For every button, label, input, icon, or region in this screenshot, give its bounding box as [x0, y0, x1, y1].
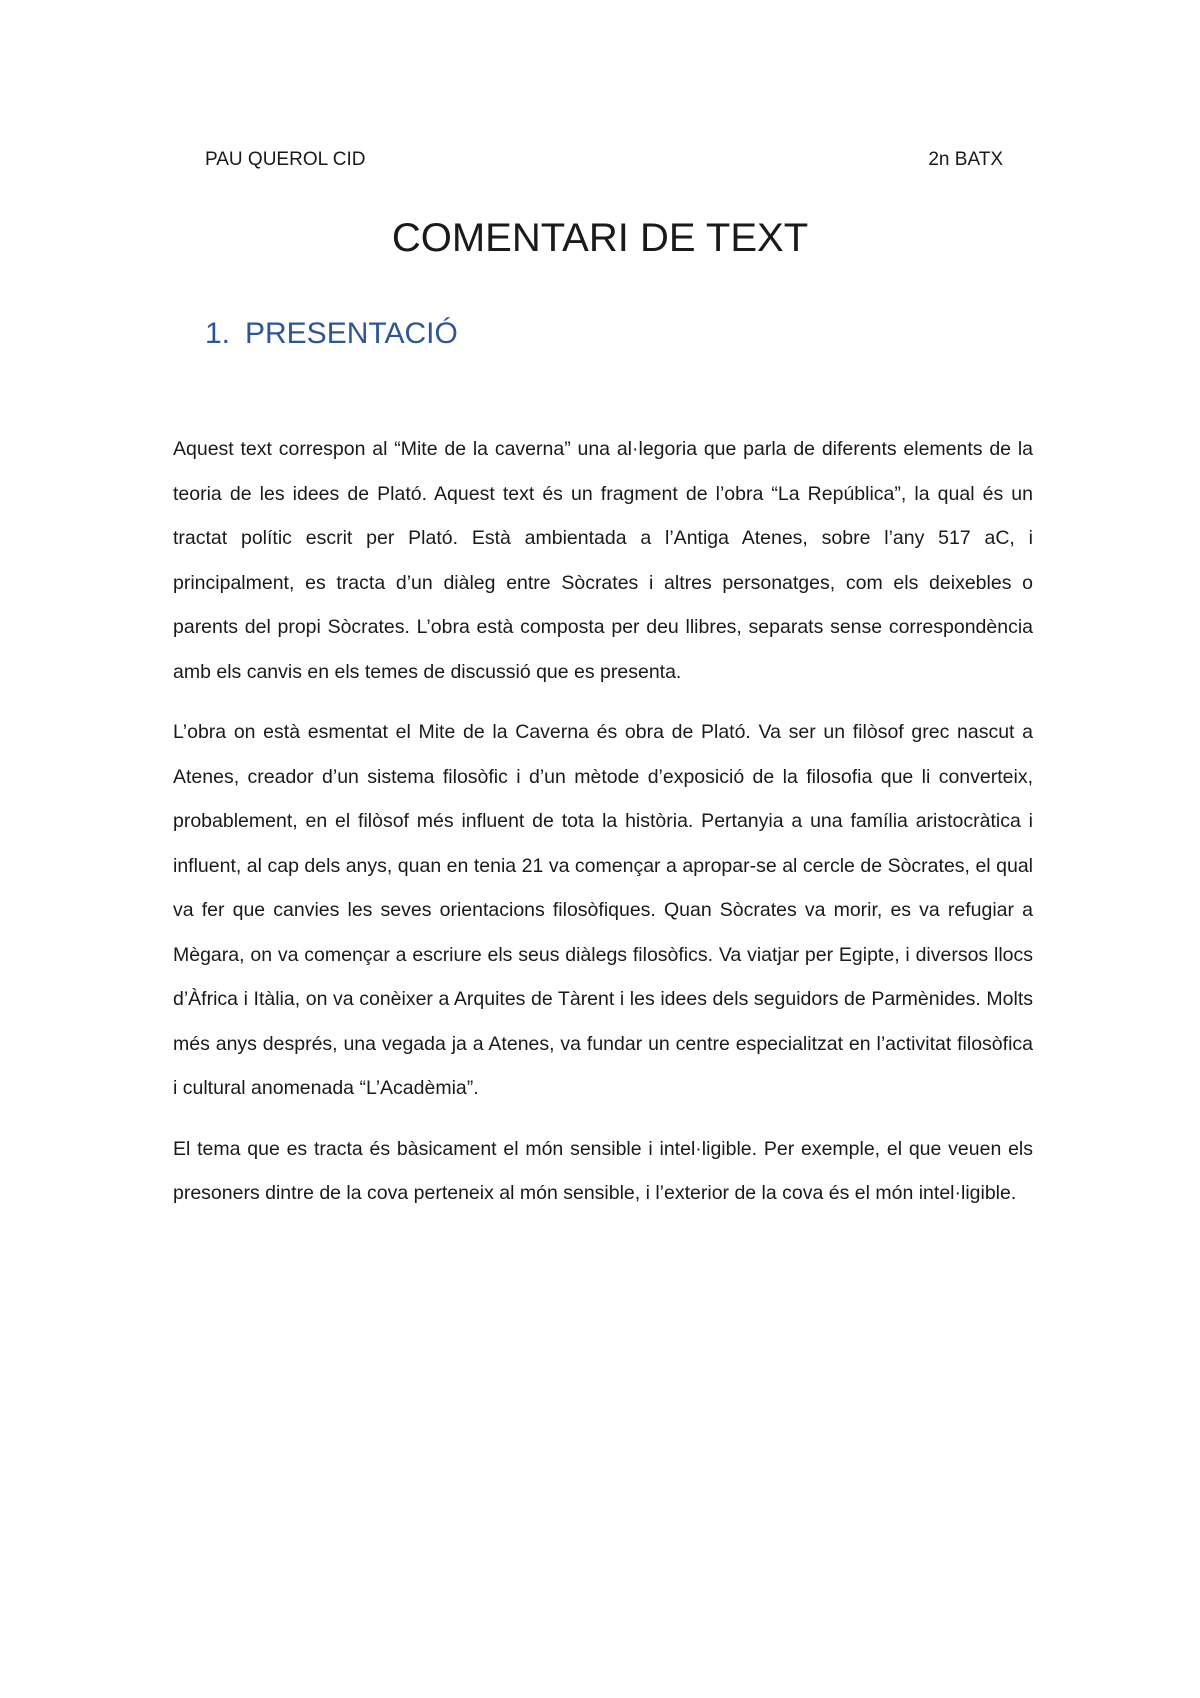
paragraph-theme: El tema que es tracta és bàsicament el món sensible i intel·ligible. Per exemple, el que veuen els presoners dintre de la cova perteneix al món sensible, i l’exterior de la cova és el món intel·ligible.: [173, 1137, 1033, 1204]
document-title: COMENTARI DE TEXT: [391, 216, 809, 260]
section-number: 1.: [205, 317, 231, 350]
body-text: [173, 427, 1033, 1232]
page-header: [205, 145, 1003, 175]
author-name: PAU QUEROL CID: [205, 149, 366, 170]
course-label: 2n BATX: [928, 149, 1003, 170]
section-title: PRESENTACIÓ: [245, 317, 458, 350]
paragraph-author-biography: L’obra on està esmentat el Mite de la Caverna és obra de Plató. Va ser un filòsof grec nascut a Atenes, creador d’un sistema filosòfic i d’un mètode d’exposició de la filosofia que li converteix, probablement, en el filòsof més influent de tota la història. Pertanyia a una família aristocràtica i influent, al cap dels anys, quan en tenia 21 va començar a apropar-se al cercle de Sòcrates, el qual va fer que canvies les seves orientacions filosòfiques. Quan Sòcrates va morir, es va refugiar a Mègara, on va començar a escriure els seus diàlegs filosòfics. Va viatjar per Egipte, i diversos llocs d’Àfrica i Itàlia, on va conèixer a Arquites de Tàrent i les idees dels seguidors de Parmènides. Molts més anys després, una vegada ja a Atenes, va fundar un centre especialitzat en l’activitat filosòfica i cultural anomenada “L’Acadèmia”.: [173, 721, 1033, 1099]
paragraph-introduction: Aquest text correspon al “Mite de la caverna” una al·legoria que parla de diferents elements de la teoria de les idees de Plató. Aquest text és un fragment de l’obra “La República”, la qual és un tractat polític escrit per Plató. Està ambientada a l’Antiga Atenes, sobre l’any 517 aC, i principalment, es tracta d’un diàleg entre Sòcrates i altres personatges, com els deixebles o parents del propi Sòcrates. L’obra està composta per deu llibres, separats sense correspondència amb els canvis en els temes de discussió que es presenta.: [173, 438, 1033, 683]
section-heading: [205, 312, 458, 356]
